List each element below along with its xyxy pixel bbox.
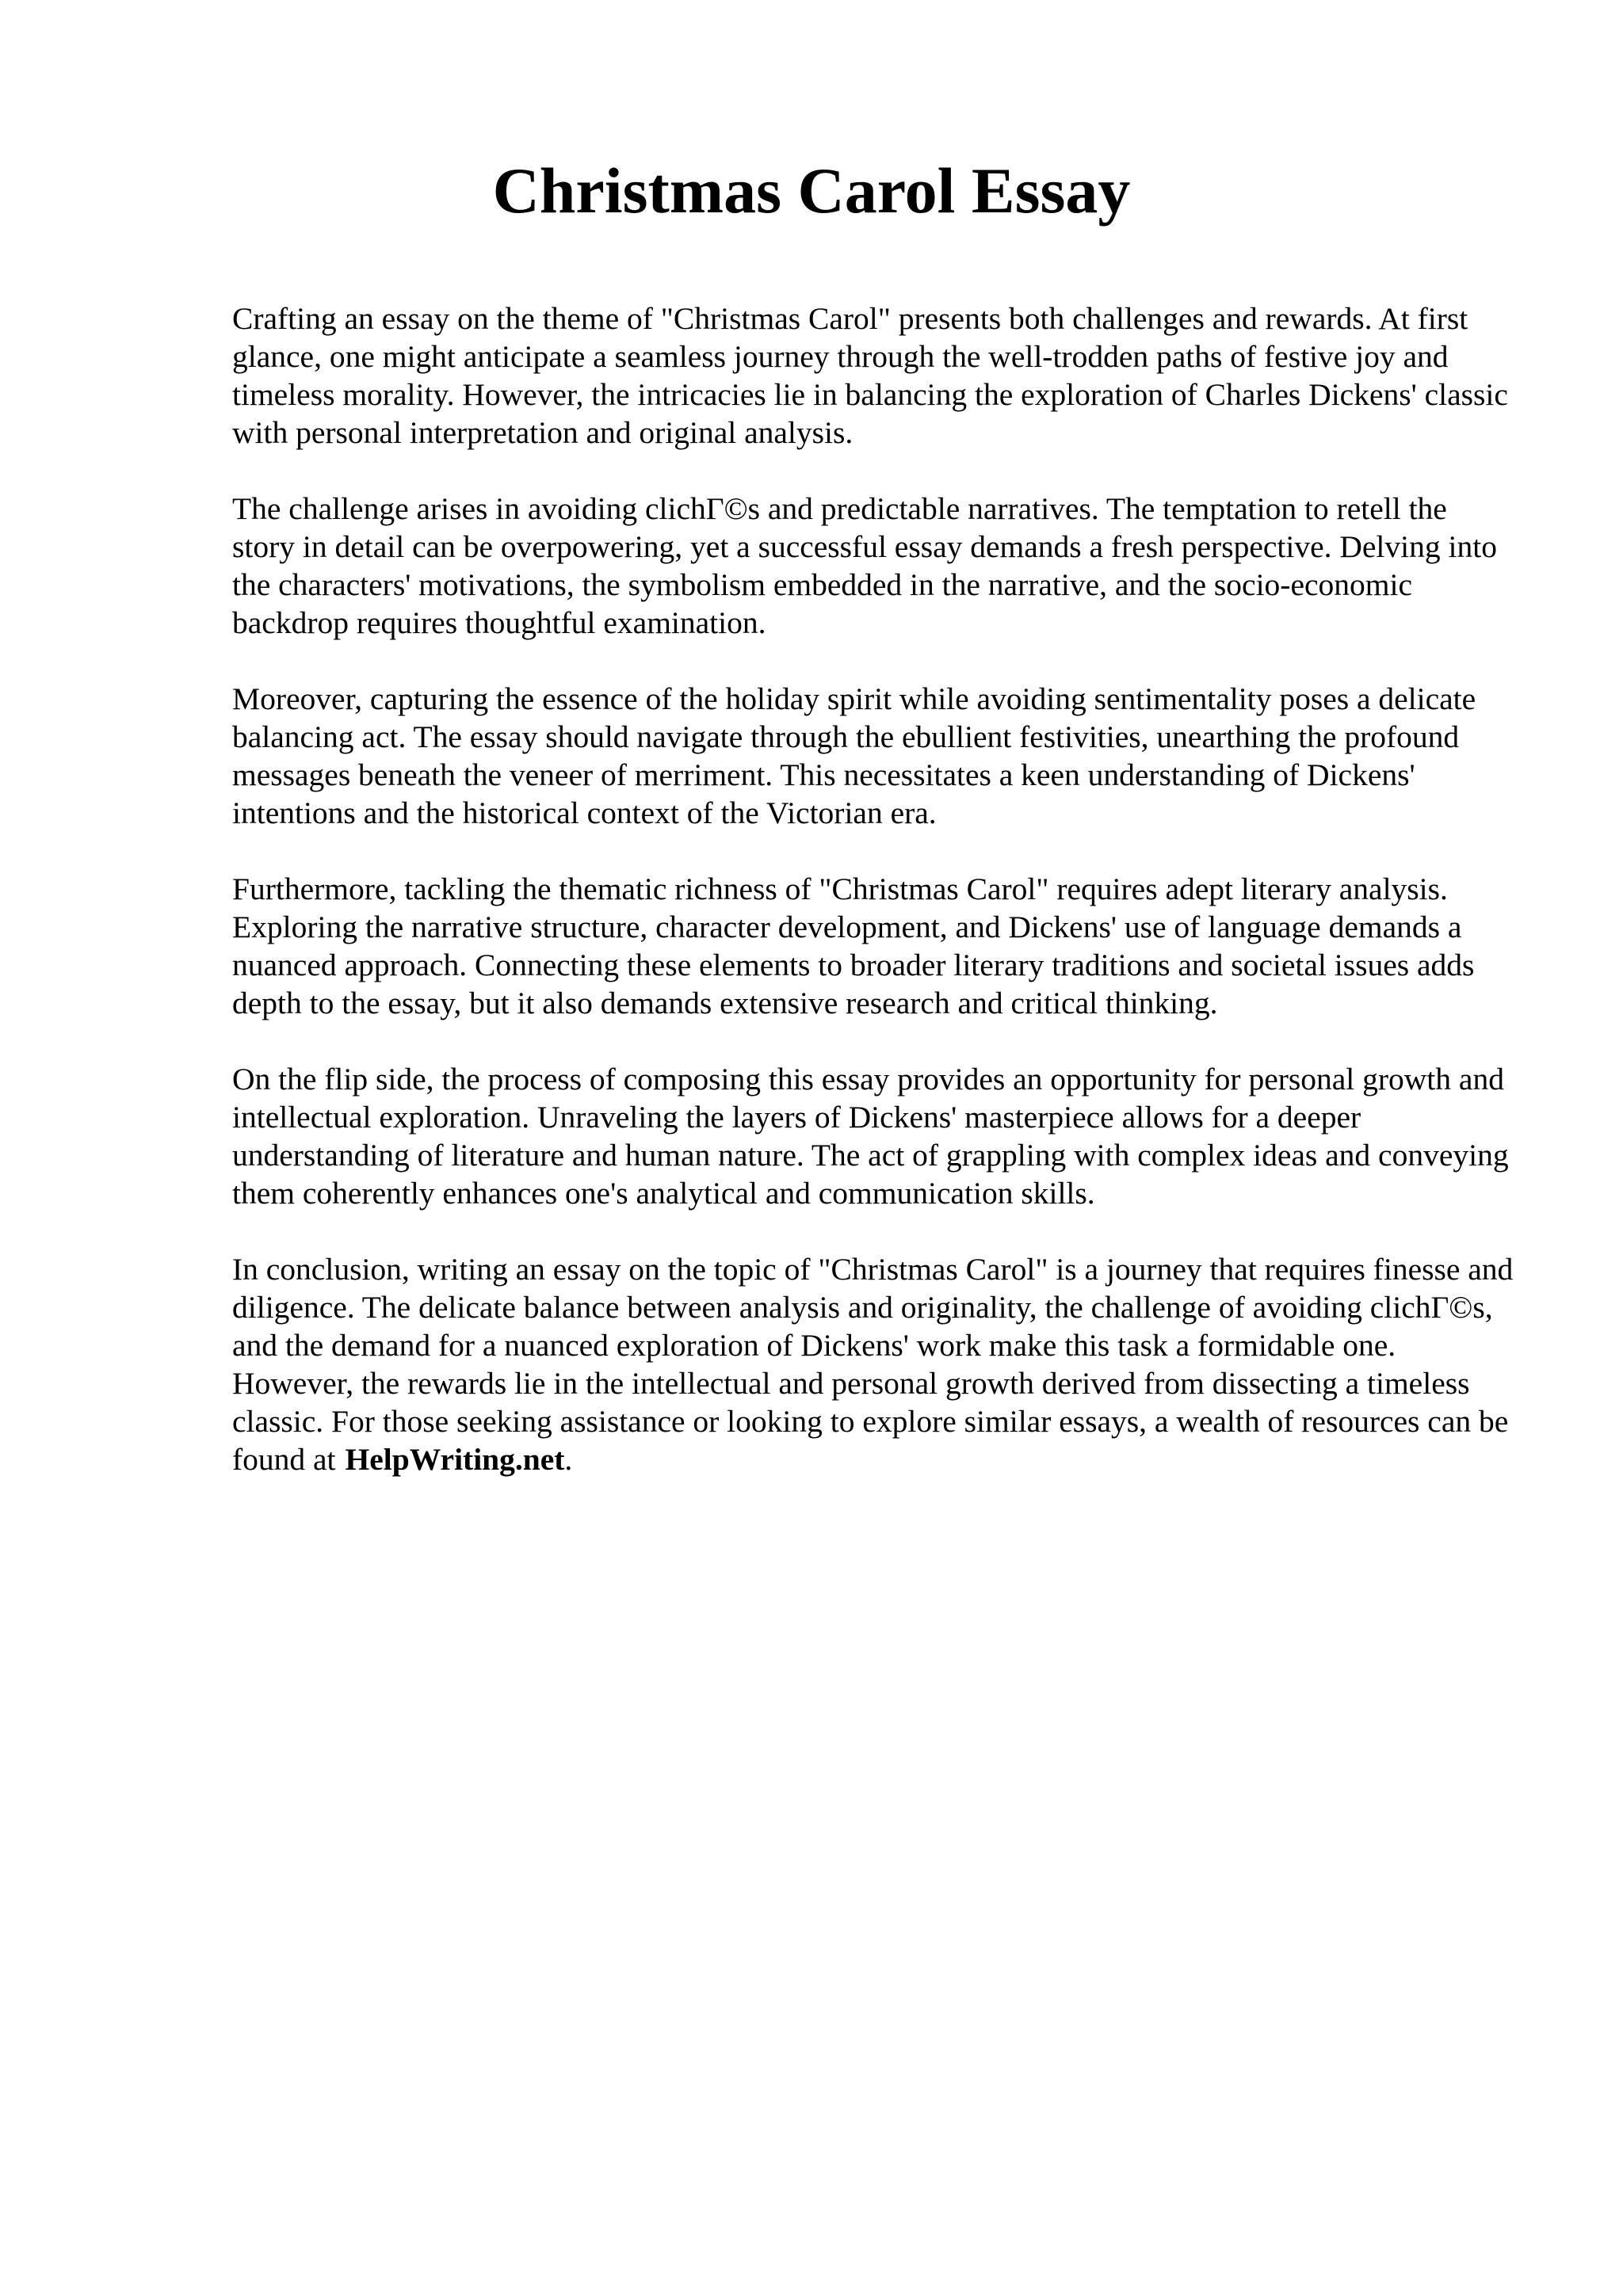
paragraph-holiday-spirit: Moreover, capturing the essence of the holiday spirit while avoiding sentimentality poses a delicate balancing act. The essay should navigate through the ebullient festivities, unearthing the profound messages beneath the veneer of merriment. This necessitates a keen understanding of Dickens' intentions and the historical context of the Victorian era. xyxy=(232,681,1476,830)
conclusion-text: In conclusion, writing an essay on the topic of "Christmas Carol" is a journey that requires finesse and diligence. The delicate balance between analysis and originality, the challenge of avoiding clichГ©s, and the demand for a nuanced exploration of Dickens' work make this task a formidable one. However, the rewards lie in the intellectual and personal growth derived from dissecting a timeless classic. For those seeking assistance or looking to explore similar essays, a wealth of resources can be found at xyxy=(232,1252,1514,1477)
essay-body xyxy=(232,299,1516,1516)
document-title: Christmas Carol Essay xyxy=(492,154,1131,227)
paragraph-thematic-richness: Furthermore, tackling the thematic richness of "Christmas Carol" requires adept literary analysis. Exploring the narrative structure, character development, and Dickens' use of language demands a nuanced approach. Connecting these elements to broader literary traditions and societal issues adds depth to the essay, but it also demands extensive research and critical thinking. xyxy=(232,871,1475,1020)
helpwriting-link[interactable]: HelpWriting.net xyxy=(345,1442,565,1477)
conclusion-end-punct: . xyxy=(564,1442,573,1477)
paragraph-conclusion xyxy=(232,1250,1516,1478)
paragraph-challenge: The challenge arises in avoiding clichГ©s and predictable narratives. The temptation to retell the story in detail can be overpowering, yet a successful essay demands a fresh perspective. Delving into the characters' motivations, the symbolism embedded in the narrative, and the socio-economic backdrop requires thoughtful examination. xyxy=(232,491,1497,640)
paragraph-flip-side: On the flip side, the process of composing this essay provides an opportunity for personal growth and intellectual exploration. Unraveling the layers of Dickens' masterpiece allows for a deeper understanding of literature and human nature. The act of grappling with complex ideas and conveying them coherently enhances one's analytical and communication skills. xyxy=(232,1062,1509,1211)
paragraph-intro: Crafting an essay on the theme of "Christmas Carol" presents both challenges and rewards. At first glance, one might anticipate a seamless journey through the well-trodden paths of festive joy and timeless morality. However, the intricacies lie in balancing the exploration of Charles Dickens' classic with personal interpretation and original analysis. xyxy=(232,301,1508,450)
